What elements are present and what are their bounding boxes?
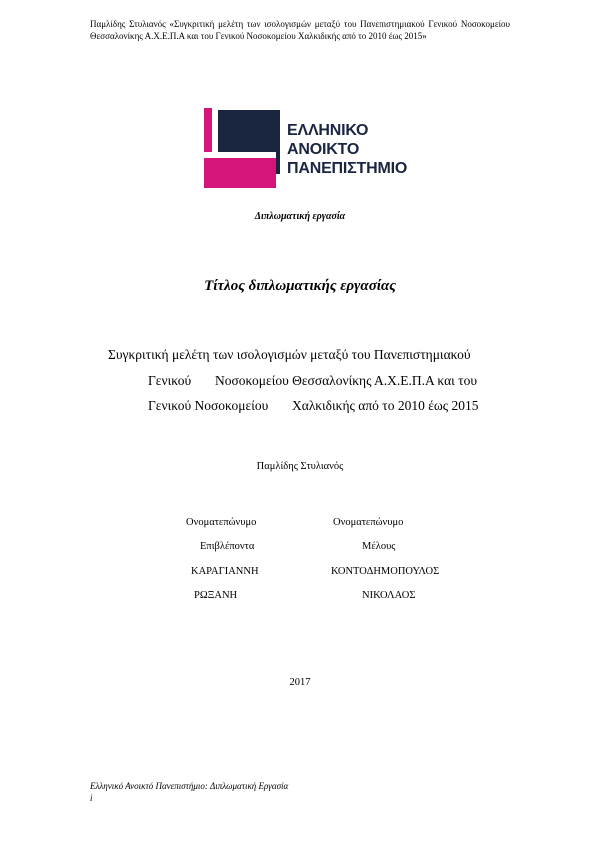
subtitle-line-2a: Γενικού — [148, 373, 192, 388]
logo-mark-magenta-top — [204, 108, 212, 152]
logo-wordmark — [287, 121, 407, 178]
logo-mark-gap — [212, 152, 276, 158]
page-number: i — [90, 793, 93, 803]
member-surname: ΚΟΝΤΟΔΗΜΟΠΟΥΛΟΣ — [331, 566, 440, 577]
subtitle-line-3b: Χαλκιδικής από το 2010 έως 2015 — [292, 398, 479, 413]
member-firstname: ΝΙΚΟΛΑΟΣ — [362, 590, 416, 601]
subtitle-line-3a: Γενικού Νοσοκομείου — [148, 398, 269, 413]
year: 2017 — [289, 677, 311, 688]
page-footer — [90, 780, 288, 804]
footer-text: Ελληνικό Ανοικτό Πανεπιστήμιο: Διπλωματική Εργασία — [90, 781, 289, 791]
running-header: Παμλίδης Στυλιανός «Συγκριτική μελέτη των ισολογισμών μεταξύ του Πανεπιστημιακού Γενικού Νοσοκομείου Θεσσαλονίκης Α.Χ.Ε.Π.Α και του Γενικού Νοσοκομείου Χαλκιδικής από το 2010 έως 2015» — [90, 19, 510, 41]
subtitle-line-2b: Νοσοκομείου Θεσσαλονίκης Α.Χ.Ε.Π.Α και του — [215, 373, 478, 388]
thesis-type-label: Διπλωματική εργασία — [254, 211, 346, 222]
subtitle-line-1: Συγκριτική μελέτη των ισολογισμών μεταξύ του Πανεπιστημιακού — [108, 347, 471, 362]
supervisor-surname: ΚΑΡΑΓΙΑΝΝΗ — [191, 566, 259, 577]
logo-line-3: ΠΑΝΕΠΙΣΤΗΜΙΟ — [287, 160, 408, 177]
logo-line-1: ΕΛΛΗΝΙΚΟ — [287, 122, 369, 139]
author-name: Παμλίδης Στυλιανός — [256, 461, 344, 472]
logo-mark-magenta-bottom — [204, 158, 276, 188]
supervisor-role-label: Ονοματεπώνυμο — [186, 517, 257, 528]
supervisor-role-title: Επιβλέποντα — [200, 541, 255, 552]
logo-line-2: ΑΝΟΙΚΤΟ — [287, 141, 360, 158]
supervisor-firstname: ΡΩΞΑΝΗ — [194, 590, 238, 601]
member-role-title: Μέλους — [362, 541, 396, 552]
title-heading: Τίτλος διπλωματικής εργασίας — [204, 278, 396, 294]
member-role-label: Ονοματεπώνυμο — [333, 517, 404, 528]
